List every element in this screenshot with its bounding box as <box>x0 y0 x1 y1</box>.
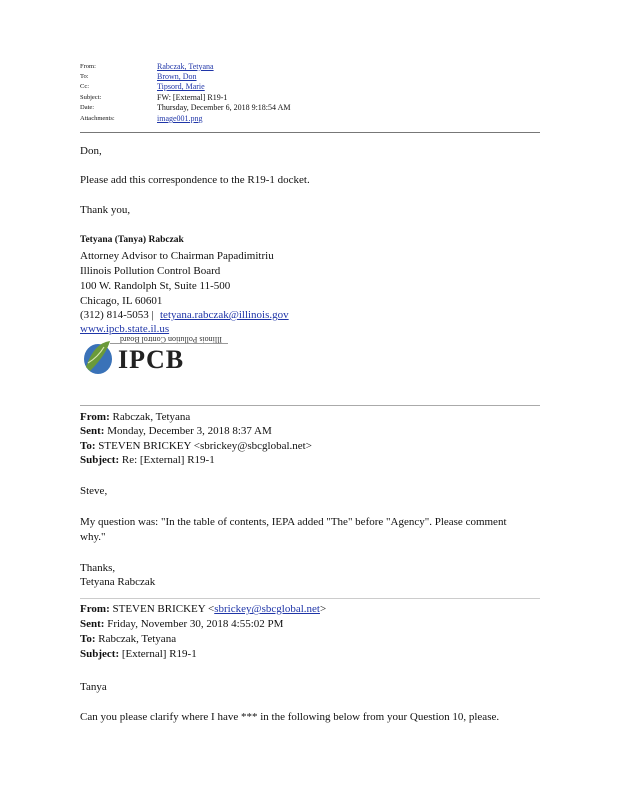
cc-value[interactable]: Tipsord, Marie <box>157 82 205 91</box>
signature-email-link[interactable]: tetyana.rabczak@illinois.gov <box>160 309 289 321</box>
message2-sent-label: Sent: <box>80 425 105 437</box>
message3-sent-value: Friday, November 30, 2018 4:55:02 PM <box>107 618 284 630</box>
message3-to-value: Rabczak, Tetyana <box>98 633 177 645</box>
signature-city: Chicago, IL 60601 <box>80 295 163 307</box>
message2-body-line2: why." <box>80 531 106 543</box>
message3-from-close: > <box>319 603 327 615</box>
message2-from-label: From: <box>80 411 110 423</box>
subject-value: FW: [External] R19-1 <box>157 93 228 102</box>
message2-to-value: STEVEN BRICKEY <sbrickey@sbcglobal.net> <box>98 440 312 452</box>
message3-subject <box>80 648 197 660</box>
message2-from <box>80 411 190 423</box>
subject-label: Subject: <box>80 94 102 101</box>
ipcb-logo <box>80 337 230 377</box>
message1-thanks: Thank you, <box>80 204 131 216</box>
message2-subject <box>80 454 215 466</box>
message3-sent-label: Sent: <box>80 618 105 630</box>
from-value[interactable]: Rabczak, Tetyana <box>157 62 214 71</box>
message2-subject-label: Subject: <box>80 454 120 466</box>
message2-sent-value: Monday, December 3, 2018 8:37 AM <box>107 425 272 437</box>
message3-from <box>80 603 326 615</box>
message3-subject-value: [External] R19-1 <box>121 648 197 660</box>
message3-to-label: To: <box>80 633 96 645</box>
greeting-don: Don, <box>80 145 102 157</box>
message-divider-1 <box>80 405 540 406</box>
message3-from-label: From: <box>80 603 110 615</box>
signature-title: Attorney Advisor to Chairman Papadimitriu <box>80 250 274 262</box>
message-divider-2 <box>80 598 540 599</box>
message1-body: Please add this correspondence to the R19-1 docket. <box>80 174 310 186</box>
attachments-label: Attachments: <box>80 115 115 122</box>
signature-org: Illinois Pollution Control Board <box>80 265 221 277</box>
greeting-steve: Steve, <box>80 485 108 497</box>
message2-from-value: Rabczak, Tetyana <box>112 411 191 423</box>
message3-to <box>80 633 176 645</box>
message2-subject-value: Re: [External] R19-1 <box>121 454 215 466</box>
to-value[interactable]: Brown, Don <box>157 72 197 81</box>
signature-name: Tetyana (Tanya) Rabczak <box>80 235 184 245</box>
message3-from-name: STEVEN BRICKEY < <box>112 603 215 615</box>
message2-thanks: Thanks, <box>80 562 116 574</box>
signature-website-link[interactable]: www.ipcb.state.il.us <box>80 323 170 335</box>
date-label: Date: <box>80 104 95 111</box>
message3-body: Can you please clarify where I have *** in the following below from your Question 10, please. <box>80 711 500 723</box>
signature-phone: (312) 814-5053 | <box>80 309 154 321</box>
message2-to-label: To: <box>80 440 96 452</box>
attachment-link[interactable]: image001.png <box>157 114 203 123</box>
message2-sent <box>80 425 272 437</box>
message3-subject-label: Subject: <box>80 648 120 660</box>
logo-subtext: Illinois Pollution Control Board <box>120 335 223 344</box>
date-value: Thursday, December 6, 2018 9:18:54 AM <box>157 103 291 112</box>
message3-sent <box>80 618 283 630</box>
header-divider <box>80 132 540 133</box>
greeting-tanya: Tanya <box>80 681 107 693</box>
to-label: To: <box>80 73 89 80</box>
message2-body-line1: My question was: "In the table of contents, IEPA added "The" before "Agency". Please comment <box>80 516 507 528</box>
logo-text: IPCB <box>118 345 185 374</box>
message2-sender: Tetyana Rabczak <box>80 576 156 588</box>
message2-to <box>80 440 312 452</box>
cc-label: Cc: <box>80 83 90 90</box>
signature-address: 100 W. Randolph St, Suite 11-500 <box>80 280 231 292</box>
from-label: From: <box>80 63 96 70</box>
message3-from-email-link[interactable]: sbrickey@sbcglobal.net <box>214 603 320 615</box>
